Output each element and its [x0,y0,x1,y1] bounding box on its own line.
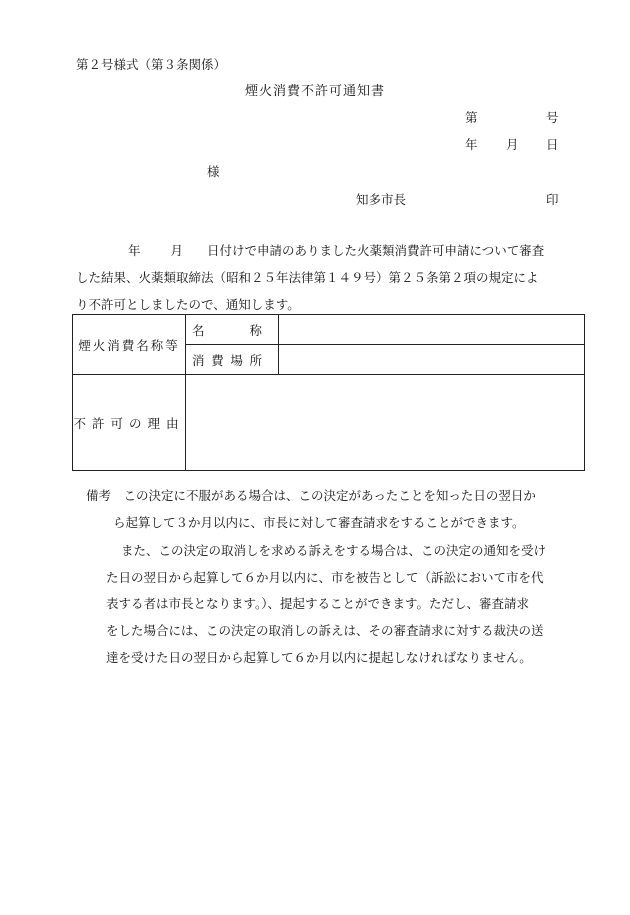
document-number-prefix: 第 [465,110,478,125]
document-number-suffix: 号 [546,110,559,125]
remarks-line-7: 達を受けた日の翌日から起算して６か月以内に提起しなければなりません。 [106,650,532,665]
date-month-label: 月 [506,137,519,152]
issuer-name: 知多市長 [356,192,407,207]
addressee-suffix: 様 [207,164,220,179]
document-title: 煙火消費不許可通知書 [244,84,385,99]
date-day-label: 日 [546,137,559,152]
place-value-cell[interactable] [279,345,585,375]
body-line-2: した結果、火薬類取締法（昭和２５年法律第１４９号）第２５条第２項の規定によ [76,270,539,285]
remarks-line-5: 表する者は市長となります。）、提起することができます。ただし、審査請求 [106,596,530,611]
place-label-c: 場 [230,352,243,368]
name-label [186,315,279,345]
remarks-line-3: また、この決定の取消しを求める訴えをする場合は、この決定の通知を受け [121,543,547,558]
remarks-line-6: をした場合には、この決定の取消しの訴えは、その審査請求に対する裁決の送 [106,623,544,638]
name-value-cell[interactable] [279,315,585,345]
reason-value-cell[interactable] [186,375,585,471]
body-line-3: り不許可としましたので、通知します。 [76,297,300,312]
place-label [186,345,279,375]
form-number: 第２号様式（第３条関係） [76,57,227,72]
remarks-line-1: 備考 この決定に不服がある場合は、この決定があったことを知った日の翌日か [86,488,536,503]
details-table [72,314,585,471]
name-label-b: 称 [249,322,262,338]
body-year-label: 年 [128,243,141,258]
body-line-1 [76,241,544,259]
body-month-label: 月 [170,243,184,258]
body-line-1-text: 日付けで申請のありました火薬類消費許可申請について審査 [207,243,545,258]
remarks-line-4: た日の翌日から起算して６か月以内に、市を被告として（訴訟において市を代 [106,570,544,585]
name-label-a: 名 [192,322,205,338]
reason-label: 不許可の理由 [73,375,186,471]
place-label-a: 消 [192,352,205,368]
remarks-line-2: ら起算して３か月以内に、市長に対して審査請求をすることができます。 [113,515,525,530]
place-label-d: 所 [249,352,262,368]
place-label-b: 費 [211,352,224,368]
date-year-label: 年 [465,137,478,152]
seal-mark: 印 [546,192,559,207]
fireworks-name-group-label: 煙火消費名称等 [73,315,186,375]
